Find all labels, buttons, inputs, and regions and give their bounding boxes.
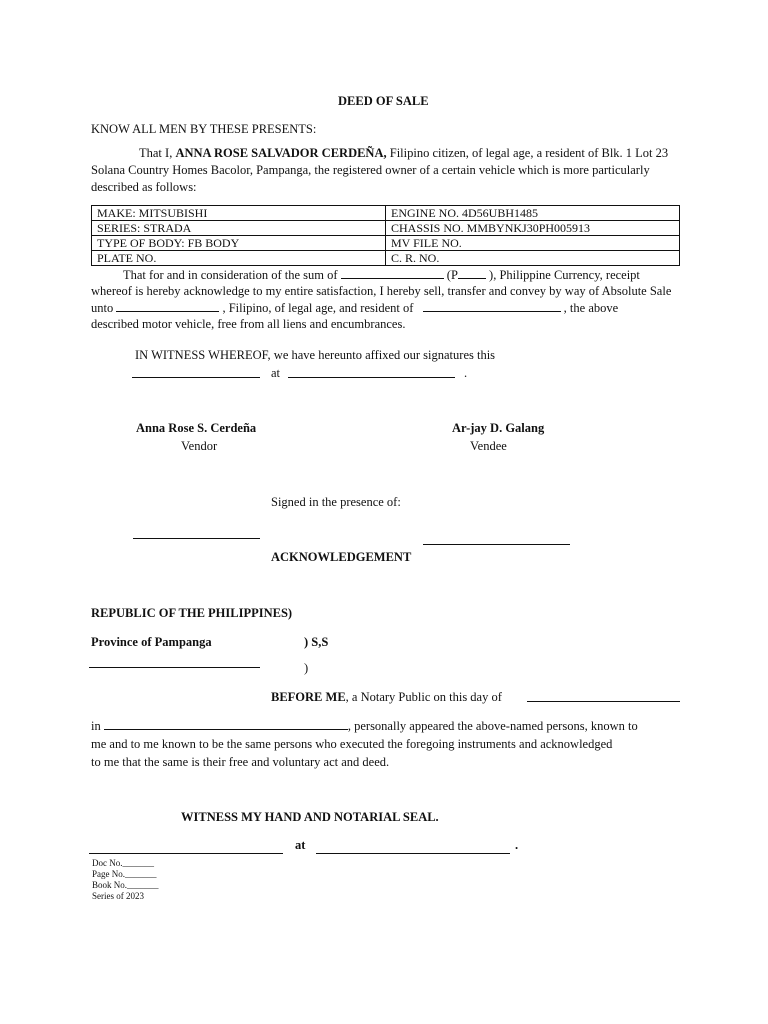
page-no: Page No._______ (92, 869, 157, 879)
table-cell: TYPE OF BODY: FB BODY (92, 236, 386, 251)
place-blank (288, 377, 455, 378)
residence-blank (423, 300, 561, 312)
notarial-period: . (515, 838, 519, 852)
consideration-line-1 (123, 267, 640, 283)
venue-blank (89, 667, 260, 668)
intro-line: KNOW ALL MEN BY THESE PRESENTS: (91, 122, 317, 136)
province-line: Province of Pampanga (91, 635, 212, 649)
vehicle-table (91, 205, 680, 266)
witness-1-signature-line (133, 538, 260, 539)
table-cell: CHASSIS NO. MMBYNKJ30PH005913 (386, 221, 680, 236)
book-no: Book No._______ (92, 880, 159, 890)
seller-paragraph (91, 145, 681, 196)
acknowledgement-heading: ACKNOWLEDGEMENT (271, 550, 412, 564)
sum-blank (341, 267, 444, 279)
vendee-blank (116, 300, 219, 312)
date-blank (132, 377, 260, 378)
vendee-role: Vendee (470, 439, 507, 453)
doc-no: Doc No._______ (92, 858, 154, 868)
notarial-at: at (295, 838, 306, 852)
appearance-line-3: to me that the same is their free and voluntary act and deed. (91, 755, 390, 769)
table-cell: PLATE NO. (92, 251, 386, 266)
above-text: , the above (560, 301, 619, 315)
table-row (92, 206, 680, 221)
series-year: Series of 2023 (92, 891, 144, 901)
currency-text: ), Philippine Currency, receipt (485, 268, 640, 282)
signed-presence: Signed in the presence of: (271, 495, 401, 509)
appeared-text: , personally appeared the above-named persons, known to (347, 719, 638, 733)
notarial-place-blank (316, 853, 510, 854)
venue-paren: ) (304, 661, 309, 675)
seller-name: ANNA ROSE SALVADOR CERDEÑA, (175, 146, 387, 160)
vendor-role: Vendor (181, 439, 218, 453)
witness-whereof: IN WITNESS WHEREOF, we have hereunto affixed our signatures this (135, 348, 496, 362)
consideration-text: That for and in consideration of the sum of (123, 268, 341, 282)
peso-prefix: (P (443, 268, 458, 282)
table-row (92, 236, 680, 251)
seller-details: Filipino citizen, of legal age, a resident of Blk. 1 Lot 23 Solana Country Homes Bacolor, Pampanga, the registered owner of a certain vehicle which is more particularly described as follows: (91, 146, 669, 194)
unto-text: unto (91, 301, 117, 315)
in-text: in (91, 719, 104, 733)
table-cell: ENGINE NO. 4D56UBH1485 (386, 206, 680, 221)
before-me-line (271, 690, 502, 705)
republic-line: REPUBLIC OF THE PHILIPPINES) (91, 606, 293, 620)
witness-at: at (271, 366, 281, 380)
resident-text: , Filipino, of legal age, and resident of (219, 301, 417, 315)
consideration-line-4: described motor vehicle, free from all liens and encumbrances. (91, 317, 406, 331)
table-cell: C. R. NO. (386, 251, 680, 266)
seller-prefix: That I, (139, 146, 176, 160)
table-row (92, 251, 680, 266)
consideration-line-2: whereof is hereby acknowledge to my entire satisfaction, I hereby sell, transfer and convey by way of Absolute Sale (91, 284, 672, 298)
table-cell: MV FILE NO. (386, 236, 680, 251)
consideration-line-3 (91, 300, 618, 316)
ss-mark: ) S,S (304, 635, 329, 649)
table-cell: SERIES: STRADA (92, 221, 386, 236)
witness-2-signature-line (423, 544, 570, 545)
document-title: DEED OF SALE (338, 94, 429, 108)
vendor-name: Anna Rose S. Cerdeña (136, 421, 257, 435)
appearance-line-2: me and to me known to be the same persons who executed the foregoing instruments and acknowledged (91, 737, 613, 751)
notary-place-blank (104, 718, 348, 730)
notary-date-blank (527, 701, 680, 702)
notary-signature-line (89, 853, 283, 854)
peso-blank (458, 267, 486, 279)
before-me-rest: , a Notary Public on this day of (345, 690, 502, 704)
table-cell: MAKE: MITSUBISHI (92, 206, 386, 221)
vendee-name: Ar-jay D. Galang (452, 421, 545, 435)
appearance-line-1 (91, 718, 638, 734)
witness-period: . (464, 366, 468, 380)
table-row (92, 221, 680, 236)
before-me-bold: BEFORE ME (271, 690, 346, 704)
notarial-seal-heading: WITNESS MY HAND AND NOTARIAL SEAL. (181, 810, 439, 824)
